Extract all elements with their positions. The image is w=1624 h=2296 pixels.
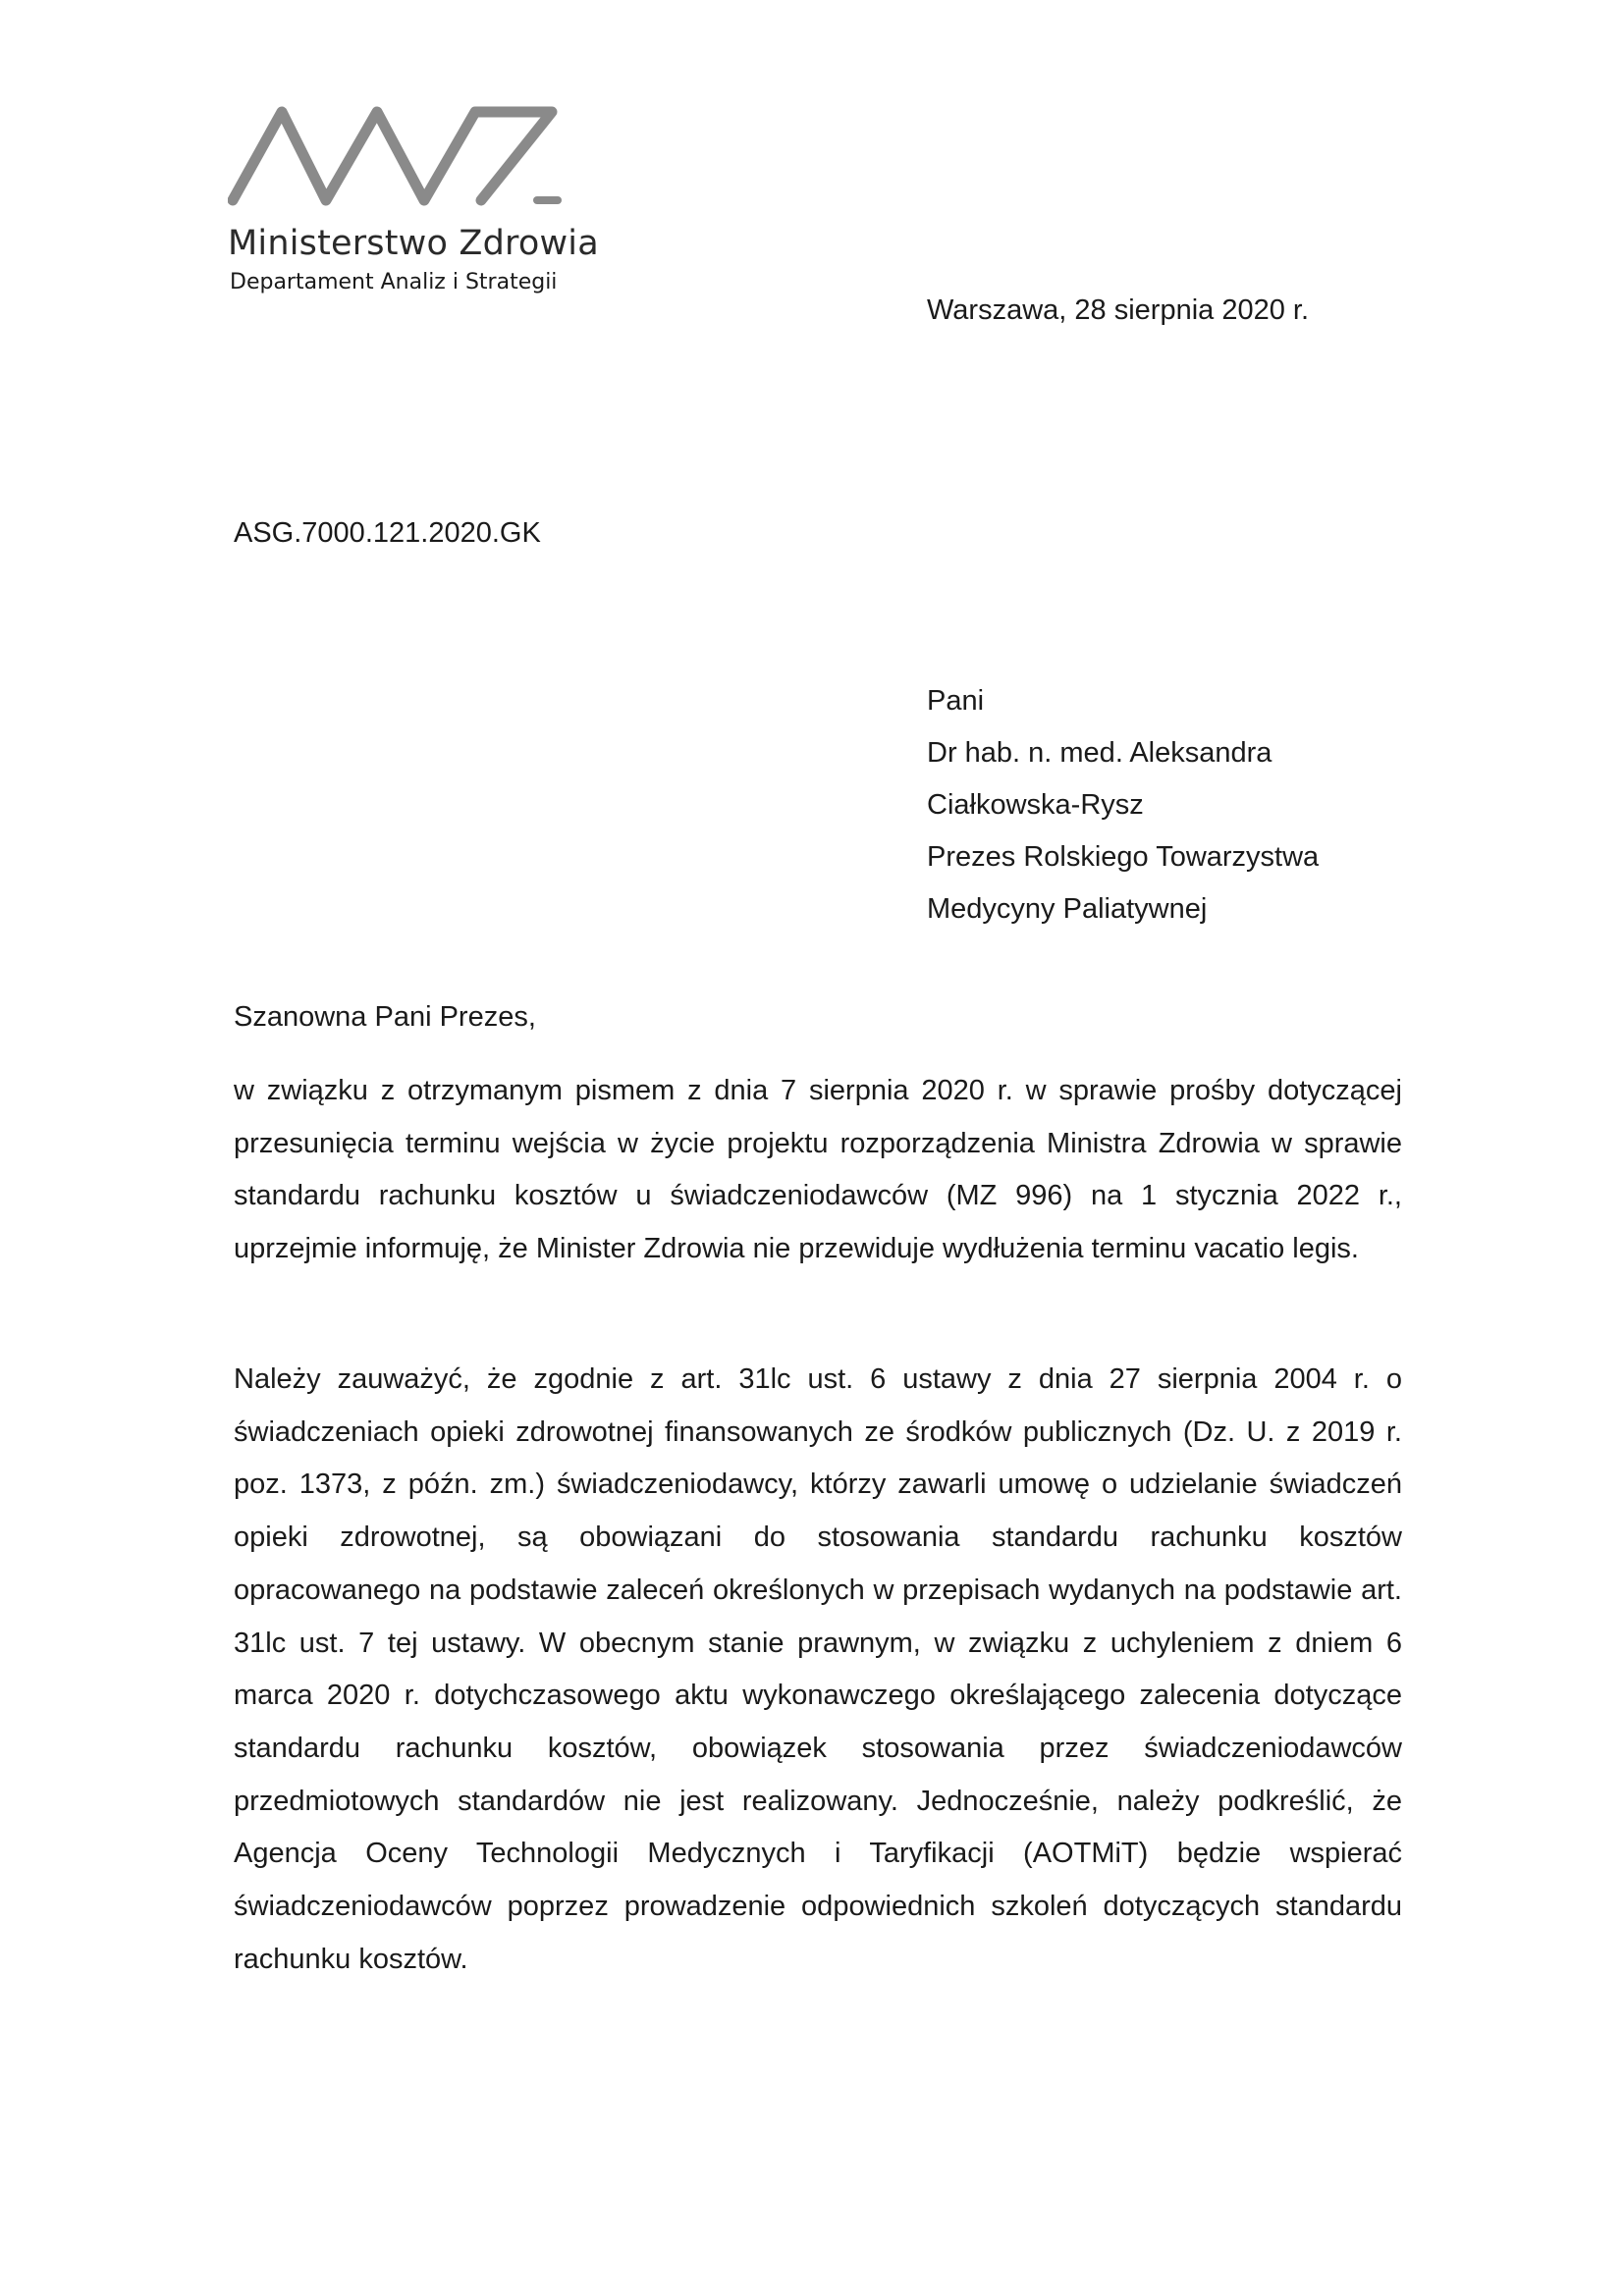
ministry-name: Ministerstwo Zdrowia — [228, 224, 599, 263]
recipient-line: Dr hab. n. med. Aleksandra — [927, 737, 1272, 769]
recipient-line: Pani — [927, 685, 985, 717]
body-paragraph: Należy zauważyć, że zgodnie z art. 31lc ust. 6 ustawy z dnia 27 sierpnia 2004 r. o świadczeniach opieki zdrowotnej finansowanych ze środków publicznych (Dz. U. z 2019 r. poz. 1373, z późn. zm.) świadczeniodawcy, którzy zawarli umowę o udzielanie świadczeń opieki zdrowotnej, są obowiązani do stosowania standardu rachunku kosztów opracowanego na podstawie zaleceń określonych w przepisach wydanych na podstawie art. 31lc ust. 7 tej ustawy. W obecnym stanie prawnym, w związku z uchyleniem z dniem 6 marca 2020 r. dotychczasowego aktu wykonawczego określającego zalecenia dotyczące standardu rachunku kosztów, obowiązek stosowania przez świadczeniodawców przedmiotowych standardów nie jest realizowany. Jednocześnie, należy podkreślić, że Agencja Oceny Technologii Medycznych i Taryfikacji (AOTMiT) będzie wspierać świadczeniodawców poprzez prowadzenie odpowiednich szkoleń dotyczących standardu rachunku kosztów. — [234, 1363, 1402, 1975]
department-name: Departament Analiz i Strategii — [230, 270, 558, 294]
recipient-line: Medycyny Paliatywnej — [927, 893, 1208, 925]
recipient-line: Ciałkowska-Rysz — [927, 789, 1144, 821]
place-and-date: Warszawa, 28 sierpnia 2020 r. — [927, 294, 1310, 326]
mz-zigzag-logo-icon — [228, 102, 581, 210]
recipient-line: Prezes Rolskiego Towarzystwa — [927, 841, 1320, 873]
salutation: Szanowna Pani Prezes, — [234, 1001, 536, 1033]
ministry-logo — [228, 102, 581, 210]
recipient-block — [927, 675, 1319, 935]
reference-number: ASG.7000.121.2020.GK — [234, 517, 541, 549]
body-paragraph: w związku z otrzymanym pismem z dnia 7 sierpnia 2020 r. w sprawie prośby dotyczącej przesunięcia terminu wejścia w życie projektu rozporządzenia Ministra Zdrowia w sprawie standardu rachunku kosztów u świadczeniodawców (MZ 996) na 1 stycznia 2022 r., uprzejmie informuję, że Minister Zdrowia nie przewiduje wydłużenia terminu vacatio legis. — [234, 1075, 1402, 1265]
